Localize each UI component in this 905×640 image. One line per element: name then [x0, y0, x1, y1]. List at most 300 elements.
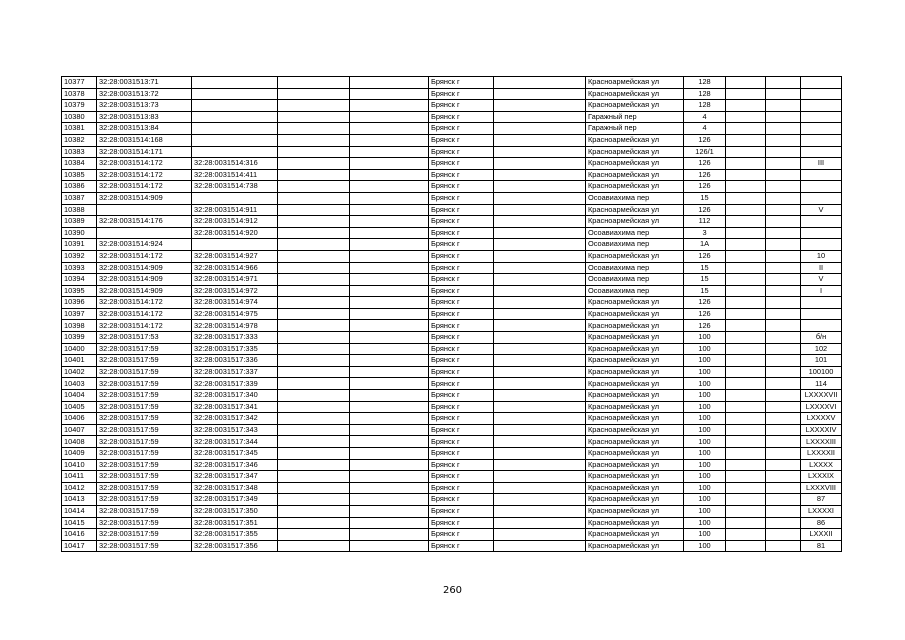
empty-col-10-cell — [726, 343, 766, 355]
empty-col-10-cell — [726, 239, 766, 251]
table-row — [62, 355, 842, 367]
parent-cadastral-number-cell: 32:28:0031517:59 — [97, 517, 192, 529]
table-row — [62, 332, 842, 344]
parent-cadastral-number-cell: 32:28:0031517:59 — [97, 505, 192, 517]
city-cell: Брянск г — [429, 413, 494, 425]
premises-number-cell — [801, 181, 842, 193]
cadastral-number-cell — [192, 88, 278, 100]
empty-col-5-cell — [350, 77, 429, 89]
street-cell: Красноармейская ул — [586, 366, 684, 378]
parent-cadastral-number-cell: 32:28:0031514:172 — [97, 181, 192, 193]
empty-col-7-cell — [494, 320, 586, 332]
empty-col-7-cell — [494, 262, 586, 274]
street-cell: Гаражный пер — [586, 111, 684, 123]
house-number-cell: 126 — [684, 204, 726, 216]
empty-col-10-cell — [726, 146, 766, 158]
empty-col-5-cell — [350, 424, 429, 436]
empty-col-5-cell — [350, 181, 429, 193]
empty-col-5-cell — [350, 158, 429, 170]
empty-col-4-cell — [278, 100, 350, 112]
cadastral-number-cell: 32:28:0031517:339 — [192, 378, 278, 390]
house-number-cell: 15 — [684, 285, 726, 297]
empty-col-11-cell — [766, 204, 801, 216]
premises-number-cell: LXXXII — [801, 529, 842, 541]
empty-col-11-cell — [766, 239, 801, 251]
table-row — [62, 285, 842, 297]
street-cell: Красноармейская ул — [586, 540, 684, 552]
street-cell: Красноармейская ул — [586, 158, 684, 170]
street-cell: Красноармейская ул — [586, 459, 684, 471]
empty-col-5-cell — [350, 100, 429, 112]
house-number-cell: 126 — [684, 134, 726, 146]
empty-col-5-cell — [350, 250, 429, 262]
street-cell: Красноармейская ул — [586, 332, 684, 344]
empty-col-7-cell — [494, 308, 586, 320]
premises-number-cell — [801, 88, 842, 100]
city-cell: Брянск г — [429, 111, 494, 123]
empty-col-4-cell — [278, 123, 350, 135]
street-cell: Красноармейская ул — [586, 355, 684, 367]
table-row — [62, 471, 842, 483]
cadastral-number-cell — [192, 192, 278, 204]
city-cell: Брянск г — [429, 505, 494, 517]
street-cell: Осоавиахима пер — [586, 239, 684, 251]
parent-cadastral-number-cell: 32:28:0031513:71 — [97, 77, 192, 89]
parent-cadastral-number-cell: 32:28:0031514:171 — [97, 146, 192, 158]
row-number-cell: 10417 — [62, 540, 97, 552]
row-number-cell: 10405 — [62, 401, 97, 413]
premises-number-cell — [801, 100, 842, 112]
street-cell: Красноармейская ул — [586, 424, 684, 436]
empty-col-5-cell — [350, 378, 429, 390]
table-row — [62, 169, 842, 181]
empty-col-7-cell — [494, 192, 586, 204]
row-number-cell: 10416 — [62, 529, 97, 541]
empty-col-5-cell — [350, 308, 429, 320]
city-cell: Брянск г — [429, 181, 494, 193]
empty-col-7-cell — [494, 181, 586, 193]
city-cell: Брянск г — [429, 320, 494, 332]
table-row — [62, 436, 842, 448]
row-number-cell: 10381 — [62, 123, 97, 135]
table-row — [62, 343, 842, 355]
empty-col-11-cell — [766, 111, 801, 123]
city-cell: Брянск г — [429, 239, 494, 251]
empty-col-10-cell — [726, 169, 766, 181]
city-cell: Брянск г — [429, 123, 494, 135]
empty-col-10-cell — [726, 158, 766, 170]
premises-number-cell — [801, 308, 842, 320]
parent-cadastral-number-cell: 32:28:0031517:59 — [97, 459, 192, 471]
empty-col-7-cell — [494, 88, 586, 100]
row-number-cell: 10385 — [62, 169, 97, 181]
house-number-cell: 112 — [684, 216, 726, 228]
empty-col-7-cell — [494, 274, 586, 286]
empty-col-7-cell — [494, 123, 586, 135]
empty-col-10-cell — [726, 320, 766, 332]
parent-cadastral-number-cell: 32:28:0031513:72 — [97, 88, 192, 100]
empty-col-4-cell — [278, 505, 350, 517]
street-cell: Красноармейская ул — [586, 390, 684, 402]
empty-col-5-cell — [350, 482, 429, 494]
row-number-cell: 10404 — [62, 390, 97, 402]
parent-cadastral-number-cell: 32:28:0031514:172 — [97, 320, 192, 332]
row-number-cell: 10399 — [62, 332, 97, 344]
empty-col-7-cell — [494, 227, 586, 239]
empty-col-4-cell — [278, 239, 350, 251]
street-cell: Красноармейская ул — [586, 343, 684, 355]
empty-col-5-cell — [350, 134, 429, 146]
house-number-cell: 126 — [684, 297, 726, 309]
empty-col-4-cell — [278, 413, 350, 425]
empty-col-7-cell — [494, 471, 586, 483]
empty-col-7-cell — [494, 285, 586, 297]
row-number-cell: 10377 — [62, 77, 97, 89]
empty-col-10-cell — [726, 332, 766, 344]
empty-col-4-cell — [278, 274, 350, 286]
empty-col-10-cell — [726, 355, 766, 367]
house-number-cell: 100 — [684, 448, 726, 460]
city-cell: Брянск г — [429, 378, 494, 390]
premises-number-cell: 102 — [801, 343, 842, 355]
empty-col-10-cell — [726, 424, 766, 436]
empty-col-5-cell — [350, 529, 429, 541]
empty-col-7-cell — [494, 134, 586, 146]
street-cell: Красноармейская ул — [586, 494, 684, 506]
row-number-cell: 10412 — [62, 482, 97, 494]
empty-col-11-cell — [766, 343, 801, 355]
premises-number-cell: 114 — [801, 378, 842, 390]
cadastral-number-cell: 32:28:0031517:349 — [192, 494, 278, 506]
premises-number-cell — [801, 77, 842, 89]
empty-col-11-cell — [766, 216, 801, 228]
table-row — [62, 366, 842, 378]
street-cell: Красноармейская ул — [586, 517, 684, 529]
row-number-cell: 10401 — [62, 355, 97, 367]
house-number-cell: 15 — [684, 274, 726, 286]
row-number-cell: 10398 — [62, 320, 97, 332]
house-number-cell: 4 — [684, 111, 726, 123]
city-cell: Брянск г — [429, 134, 494, 146]
empty-col-7-cell — [494, 540, 586, 552]
empty-col-5-cell — [350, 413, 429, 425]
table-row — [62, 158, 842, 170]
row-number-cell: 10395 — [62, 285, 97, 297]
empty-col-4-cell — [278, 424, 350, 436]
table-row — [62, 239, 842, 251]
parent-cadastral-number-cell: 32:28:0031514:168 — [97, 134, 192, 146]
empty-col-4-cell — [278, 540, 350, 552]
empty-col-10-cell — [726, 448, 766, 460]
cadastral-number-cell: 32:28:0031517:356 — [192, 540, 278, 552]
empty-col-10-cell — [726, 262, 766, 274]
empty-col-4-cell — [278, 216, 350, 228]
parent-cadastral-number-cell: 32:28:0031514:172 — [97, 297, 192, 309]
table-row — [62, 100, 842, 112]
cadastral-number-cell: 32:28:0031514:975 — [192, 308, 278, 320]
premises-number-cell — [801, 111, 842, 123]
house-number-cell: 126 — [684, 308, 726, 320]
empty-col-7-cell — [494, 517, 586, 529]
empty-col-7-cell — [494, 169, 586, 181]
empty-col-10-cell — [726, 123, 766, 135]
table-row — [62, 192, 842, 204]
city-cell: Брянск г — [429, 332, 494, 344]
city-cell: Брянск г — [429, 343, 494, 355]
table-row — [62, 413, 842, 425]
premises-number-cell — [801, 192, 842, 204]
street-cell: Осоавиахима пер — [586, 285, 684, 297]
premises-number-cell: V — [801, 204, 842, 216]
empty-col-10-cell — [726, 77, 766, 89]
parent-cadastral-number-cell: 32:28:0031517:53 — [97, 332, 192, 344]
house-number-cell: 100 — [684, 517, 726, 529]
street-cell: Гаражный пер — [586, 123, 684, 135]
empty-col-11-cell — [766, 262, 801, 274]
cadastral-number-cell: 32:28:0031514:927 — [192, 250, 278, 262]
table-row — [62, 216, 842, 228]
parent-cadastral-number-cell: 32:28:0031517:59 — [97, 436, 192, 448]
empty-col-10-cell — [726, 285, 766, 297]
premises-number-cell: LXXXXIV — [801, 424, 842, 436]
house-number-cell: 100 — [684, 424, 726, 436]
table-row — [62, 308, 842, 320]
empty-col-5-cell — [350, 366, 429, 378]
premises-number-cell: LXXXIX — [801, 471, 842, 483]
street-cell: Красноармейская ул — [586, 181, 684, 193]
city-cell: Брянск г — [429, 529, 494, 541]
empty-col-7-cell — [494, 390, 586, 402]
empty-col-10-cell — [726, 471, 766, 483]
city-cell: Брянск г — [429, 192, 494, 204]
empty-col-11-cell — [766, 181, 801, 193]
empty-col-7-cell — [494, 77, 586, 89]
premises-number-cell: LXXXXI — [801, 505, 842, 517]
empty-col-5-cell — [350, 123, 429, 135]
empty-col-4-cell — [278, 297, 350, 309]
table-row — [62, 517, 842, 529]
row-number-cell: 10386 — [62, 181, 97, 193]
table-row — [62, 227, 842, 239]
row-number-cell: 10414 — [62, 505, 97, 517]
house-number-cell: 100 — [684, 459, 726, 471]
empty-col-5-cell — [350, 505, 429, 517]
premises-number-cell — [801, 216, 842, 228]
empty-col-4-cell — [278, 517, 350, 529]
city-cell: Брянск г — [429, 355, 494, 367]
cadastral-number-cell — [192, 134, 278, 146]
table-row — [62, 181, 842, 193]
house-number-cell: 3 — [684, 227, 726, 239]
row-number-cell: 10392 — [62, 250, 97, 262]
empty-col-10-cell — [726, 204, 766, 216]
table-row — [62, 320, 842, 332]
empty-col-11-cell — [766, 401, 801, 413]
cadastral-number-cell — [192, 77, 278, 89]
row-number-cell: 10389 — [62, 216, 97, 228]
row-number-cell: 10390 — [62, 227, 97, 239]
table-row — [62, 111, 842, 123]
empty-col-10-cell — [726, 100, 766, 112]
parent-cadastral-number-cell: 32:28:0031517:59 — [97, 390, 192, 402]
empty-col-7-cell — [494, 529, 586, 541]
cadastral-number-cell: 32:28:0031517:346 — [192, 459, 278, 471]
premises-number-cell — [801, 146, 842, 158]
empty-col-5-cell — [350, 401, 429, 413]
empty-col-5-cell — [350, 494, 429, 506]
empty-col-5-cell — [350, 146, 429, 158]
empty-col-11-cell — [766, 355, 801, 367]
cadastral-number-cell: 32:28:0031517:333 — [192, 332, 278, 344]
parent-cadastral-number-cell: 32:28:0031514:172 — [97, 158, 192, 170]
table-row — [62, 378, 842, 390]
parent-cadastral-number-cell: 32:28:0031517:59 — [97, 540, 192, 552]
empty-col-5-cell — [350, 355, 429, 367]
empty-col-5-cell — [350, 262, 429, 274]
empty-col-5-cell — [350, 216, 429, 228]
empty-col-5-cell — [350, 390, 429, 402]
premises-number-cell: LXXXX — [801, 459, 842, 471]
empty-col-5-cell — [350, 274, 429, 286]
empty-col-4-cell — [278, 192, 350, 204]
empty-col-4-cell — [278, 343, 350, 355]
empty-col-4-cell — [278, 285, 350, 297]
empty-col-4-cell — [278, 471, 350, 483]
empty-col-10-cell — [726, 250, 766, 262]
cadastral-number-cell — [192, 100, 278, 112]
premises-number-cell: II — [801, 262, 842, 274]
cadastral-number-cell — [192, 111, 278, 123]
empty-col-10-cell — [726, 378, 766, 390]
empty-col-10-cell — [726, 308, 766, 320]
table-row — [62, 250, 842, 262]
cadastral-number-cell: 32:28:0031517:345 — [192, 448, 278, 460]
city-cell: Брянск г — [429, 448, 494, 460]
street-cell: Красноармейская ул — [586, 250, 684, 262]
empty-col-10-cell — [726, 401, 766, 413]
city-cell: Брянск г — [429, 204, 494, 216]
row-number-cell: 10408 — [62, 436, 97, 448]
parent-cadastral-number-cell: 32:28:0031514:909 — [97, 285, 192, 297]
table-row — [62, 262, 842, 274]
empty-col-7-cell — [494, 239, 586, 251]
empty-col-11-cell — [766, 158, 801, 170]
empty-col-11-cell — [766, 274, 801, 286]
cadastral-number-cell: 32:28:0031514:316 — [192, 158, 278, 170]
empty-col-7-cell — [494, 332, 586, 344]
empty-col-11-cell — [766, 459, 801, 471]
empty-col-7-cell — [494, 424, 586, 436]
house-number-cell: 128 — [684, 88, 726, 100]
empty-col-4-cell — [278, 320, 350, 332]
parent-cadastral-number-cell: 32:28:0031517:59 — [97, 482, 192, 494]
premises-number-cell: б/н — [801, 332, 842, 344]
empty-col-7-cell — [494, 146, 586, 158]
table-row — [62, 390, 842, 402]
empty-col-4-cell — [278, 204, 350, 216]
parent-cadastral-number-cell: 32:28:0031514:909 — [97, 262, 192, 274]
cadastral-number-cell: 32:28:0031517:336 — [192, 355, 278, 367]
city-cell: Брянск г — [429, 471, 494, 483]
row-number-cell: 10415 — [62, 517, 97, 529]
parent-cadastral-number-cell — [97, 204, 192, 216]
city-cell: Брянск г — [429, 216, 494, 228]
empty-col-5-cell — [350, 204, 429, 216]
city-cell: Брянск г — [429, 366, 494, 378]
empty-col-11-cell — [766, 448, 801, 460]
street-cell: Красноармейская ул — [586, 505, 684, 517]
empty-col-7-cell — [494, 343, 586, 355]
empty-col-11-cell — [766, 227, 801, 239]
empty-col-4-cell — [278, 436, 350, 448]
street-cell: Красноармейская ул — [586, 100, 684, 112]
empty-col-11-cell — [766, 285, 801, 297]
premises-number-cell: LXXXXII — [801, 448, 842, 460]
street-cell: Осоавиахима пер — [586, 262, 684, 274]
empty-col-11-cell — [766, 494, 801, 506]
empty-col-7-cell — [494, 158, 586, 170]
premises-number-cell — [801, 239, 842, 251]
empty-col-4-cell — [278, 482, 350, 494]
house-number-cell: 15 — [684, 192, 726, 204]
city-cell: Брянск г — [429, 517, 494, 529]
empty-col-11-cell — [766, 88, 801, 100]
house-number-cell: 100 — [684, 540, 726, 552]
street-cell: Красноармейская ул — [586, 482, 684, 494]
street-cell: Осоавиахима пер — [586, 227, 684, 239]
row-number-cell: 10387 — [62, 192, 97, 204]
cadastral-number-cell: 32:28:0031514:978 — [192, 320, 278, 332]
city-cell: Брянск г — [429, 401, 494, 413]
empty-col-10-cell — [726, 192, 766, 204]
empty-col-4-cell — [278, 181, 350, 193]
cadastral-number-cell: 32:28:0031514:912 — [192, 216, 278, 228]
empty-col-7-cell — [494, 505, 586, 517]
empty-col-5-cell — [350, 169, 429, 181]
house-number-cell: 126 — [684, 169, 726, 181]
empty-col-4-cell — [278, 366, 350, 378]
street-cell: Красноармейская ул — [586, 436, 684, 448]
empty-col-11-cell — [766, 366, 801, 378]
registry-table — [61, 76, 842, 552]
cadastral-number-cell: 32:28:0031517:351 — [192, 517, 278, 529]
empty-col-11-cell — [766, 297, 801, 309]
table-row — [62, 77, 842, 89]
cadastral-number-cell: 32:28:0031517:344 — [192, 436, 278, 448]
empty-col-10-cell — [726, 297, 766, 309]
empty-col-10-cell — [726, 540, 766, 552]
table-row — [62, 401, 842, 413]
parent-cadastral-number-cell: 32:28:0031517:59 — [97, 448, 192, 460]
empty-col-5-cell — [350, 436, 429, 448]
premises-number-cell: V — [801, 274, 842, 286]
cadastral-number-cell: 32:28:0031517:347 — [192, 471, 278, 483]
street-cell: Красноармейская ул — [586, 471, 684, 483]
cadastral-number-cell: 32:28:0031517:337 — [192, 366, 278, 378]
empty-col-7-cell — [494, 366, 586, 378]
street-cell: Осоавиахима пер — [586, 192, 684, 204]
premises-number-cell: LXXXXVII — [801, 390, 842, 402]
parent-cadastral-number-cell: 32:28:0031514:172 — [97, 308, 192, 320]
house-number-cell: 100 — [684, 436, 726, 448]
empty-col-11-cell — [766, 517, 801, 529]
empty-col-10-cell — [726, 88, 766, 100]
city-cell: Брянск г — [429, 297, 494, 309]
table-row — [62, 297, 842, 309]
row-number-cell: 10410 — [62, 459, 97, 471]
empty-col-7-cell — [494, 413, 586, 425]
premises-number-cell: 86 — [801, 517, 842, 529]
